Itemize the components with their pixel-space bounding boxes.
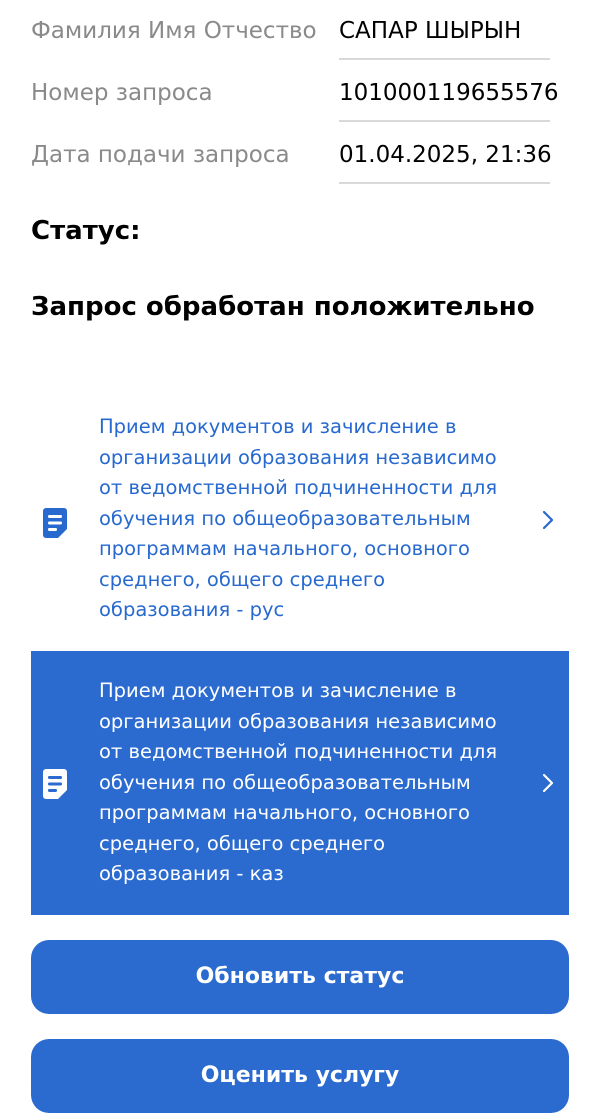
rate-service-button[interactable]: Оценить услугу (31, 1039, 569, 1113)
document-title: Прием документов и зачисление в организации образования независимо от ведомственной подчиненности для обучения по общеобразовательным программам начального, основного среднего, общего среднего образования - рус (99, 415, 498, 621)
document-card-kaz[interactable] (31, 651, 569, 915)
document-icon (43, 769, 67, 799)
refresh-status-button[interactable]: Обновить статус (31, 940, 569, 1014)
document-title: Прием документов и зачисление в организации образования независимо от ведомственной подчиненности для обучения по общеобразовательным программам начального, основного среднего, общего среднего образования - каз (99, 679, 498, 885)
name-value: САПАР ШЫРЫН (339, 0, 550, 60)
request-number-value: 101000119655576 (339, 62, 550, 122)
chevron-right-icon (541, 773, 555, 793)
submission-date-label: Дата подачи запроса (31, 142, 290, 168)
chevron-right-icon (541, 510, 555, 530)
status-label: Статус: (31, 216, 141, 246)
document-card-rus[interactable] (31, 404, 569, 644)
info-row-date (0, 124, 600, 186)
info-row-number (0, 62, 600, 124)
document-icon (43, 508, 67, 538)
submission-date-value: 01.04.2025, 21:36 (339, 124, 550, 184)
name-label: Фамилия Имя Отчество (31, 18, 317, 44)
request-number-label: Номер запроса (31, 80, 213, 106)
status-value: Запрос обработан положительно (31, 292, 535, 322)
info-row-name (0, 0, 600, 62)
